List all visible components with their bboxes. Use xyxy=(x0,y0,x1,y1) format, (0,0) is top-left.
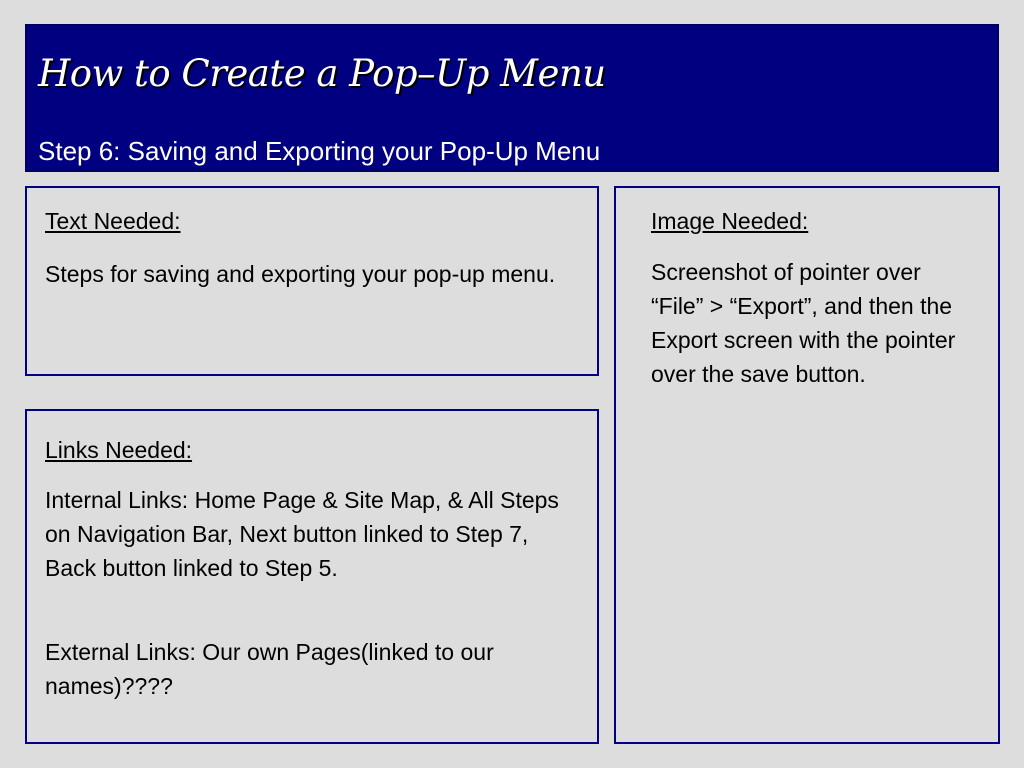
image-needed-heading: Image Needed: xyxy=(651,208,809,234)
external-links-text: External Links: Our own Pages(linked to our names)???? xyxy=(45,639,494,699)
internal-links-text: Internal Links: Home Page & Site Map, & All Steps on Navigation Bar, Next button linked to Step 7, Back button linked to Step 5. xyxy=(45,487,559,581)
links-needed-heading: Links Needed: xyxy=(45,437,193,463)
slide-subtitle: Step 6: Saving and Exporting your Pop-Up Menu xyxy=(38,136,601,166)
image-needed-body: Screenshot of pointer over “File” > “Export”, and then the Export screen with the pointer over the save button. xyxy=(651,259,956,387)
links-needed-box xyxy=(25,409,599,744)
text-needed-heading: Text Needed: xyxy=(45,208,181,234)
image-needed-box xyxy=(614,186,1000,744)
text-needed-box xyxy=(25,186,599,376)
text-needed-body: Steps for saving and exporting your pop-up menu. xyxy=(45,261,556,287)
slide-title: How to Create a Pop–Up Menu xyxy=(38,52,606,95)
slide-header xyxy=(25,24,999,172)
